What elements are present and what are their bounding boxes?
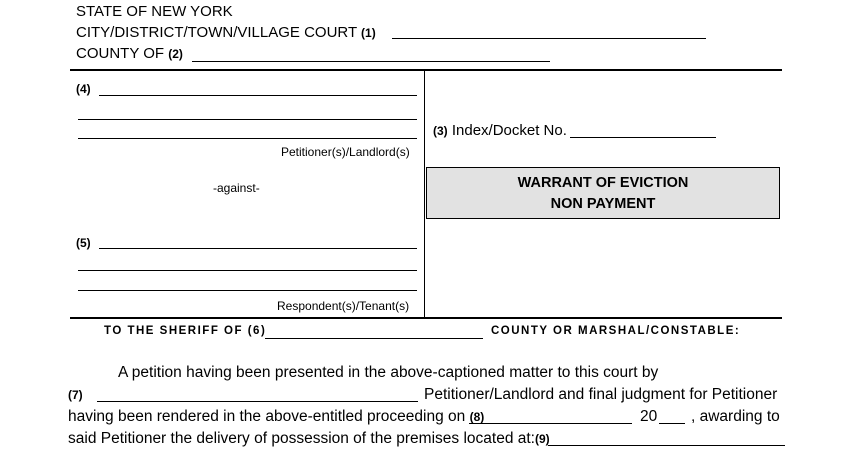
caption-bottom-rule [70, 317, 782, 319]
index-field-number: (3) [433, 124, 448, 138]
court-label [76, 24, 376, 42]
sheriff-field-number: (6) [247, 325, 267, 337]
index-label [433, 122, 567, 140]
respondent-field-2[interactable] [78, 254, 417, 271]
judgment-date-field-number: (8) [469, 410, 485, 424]
respondent-role-label: Respondent(s)/Tenant(s) [277, 299, 410, 313]
county-field-number: (2) [168, 47, 183, 61]
sheriff-label-text: TO THE SHERIFF OF [104, 325, 244, 337]
document-title-line2: NON PAYMENT [550, 196, 656, 212]
county-label-text: COUNTY OF [76, 45, 165, 62]
county-field[interactable] [192, 45, 550, 62]
premises-field[interactable] [548, 429, 785, 446]
court-field[interactable] [392, 22, 706, 39]
sheriff-county-field[interactable] [265, 322, 483, 339]
body-line-3-text: having been rendered in the above-entitled proceeding on [68, 408, 466, 425]
petitioner-role-label: Petitioner(s)/Landlord(s) [281, 145, 410, 159]
court-label-text: CITY/DISTRICT/TOWN/VILLAGE COURT [76, 24, 357, 41]
body-line-1: A petition having been presented in the above-captioned matter to this court by [118, 364, 659, 381]
document-title-line1: WARRANT OF EVICTION [517, 175, 689, 191]
body-line-2-tail: Petitioner/Landlord and final judgment for Petitioner [424, 386, 778, 403]
body-line-4 [68, 427, 550, 451]
respondent-field-3[interactable] [78, 274, 417, 291]
petitioner-field-number: (4) [76, 82, 91, 96]
against-label: -against- [213, 181, 260, 195]
petitioner-field-2[interactable] [78, 103, 417, 120]
sheriff-label [104, 325, 266, 337]
body-line-3 [68, 405, 484, 429]
body-line-4-text: said Petitioner the delivery of possession of the premises located at: [68, 430, 535, 447]
body-line-3-tail: , awarding to [691, 408, 780, 425]
index-field[interactable] [570, 121, 716, 138]
judgment-date-field[interactable] [469, 407, 632, 424]
document-title-box [426, 167, 780, 219]
state-heading: STATE OF NEW YORK [76, 3, 233, 20]
court-field-number: (1) [361, 26, 376, 40]
caption-vertical-rule [424, 71, 425, 318]
county-label [76, 45, 183, 63]
petitioner-name-field-number: (7) [68, 388, 83, 402]
petitioner-field-3[interactable] [78, 122, 417, 139]
petitioner-field-1[interactable] [99, 79, 417, 96]
year-field[interactable] [659, 407, 685, 424]
premises-field-number: (9) [534, 432, 550, 446]
county-marshal-label: COUNTY OR MARSHAL/CONSTABLE: [491, 325, 741, 337]
year-prefix: 20 [640, 408, 658, 425]
index-label-text: Index/Docket No. [451, 122, 567, 139]
body-line-2 [68, 383, 83, 407]
respondent-field-number: (5) [76, 236, 91, 250]
petitioner-name-field[interactable] [97, 385, 418, 402]
respondent-field-1[interactable] [99, 232, 417, 249]
caption-top-rule [70, 69, 782, 71]
